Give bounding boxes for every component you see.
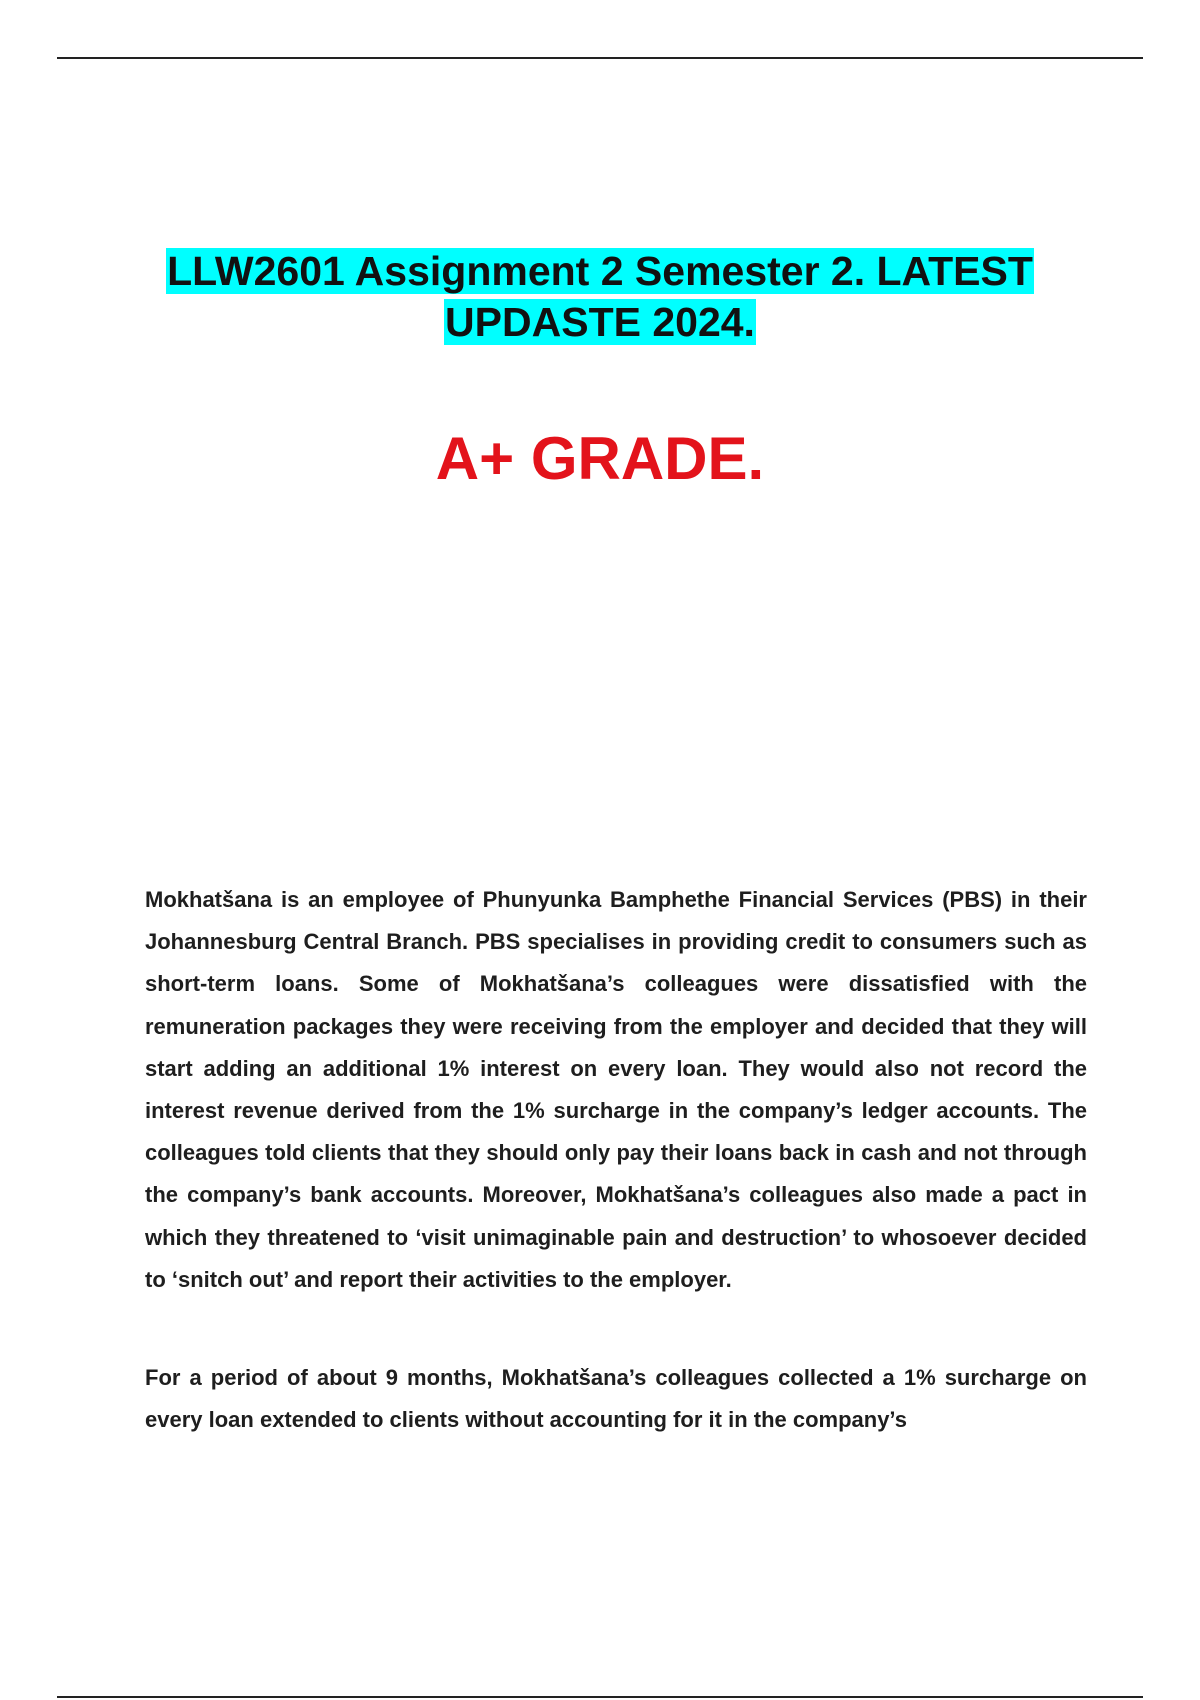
top-rule	[57, 57, 1143, 59]
bottom-rule	[57, 1696, 1143, 1698]
grade-heading: A+ GRADE.	[435, 425, 765, 492]
title-line-2: UPDASTE 2024.	[445, 299, 755, 345]
body-paragraph-1: Mokhatšana is an employee of Phunyunka Bamphethe Financial Services (PBS) in their Johannesburg Central Branch. PBS specialises in providing credit to consumers such as short-term loans. Some of Mokhatšana’s colleagues were dissatisfied with the remuneration packages they were receiving from the employer and decided that they will start adding an additional 1% interest on every loan. They would also not record the interest revenue derived from the 1% surcharge in the company’s ledger accounts. The colleagues told clients that they should only pay their loans back in cash and not through the company’s bank accounts. Moreover, Mokhatšana’s colleagues also made a pact in which they threatened to ‘visit unimaginable pain and destruction’ to whosoever decided to ‘snitch out’ and report their activities to the employer.	[145, 887, 1087, 1292]
document-title	[0, 246, 1200, 348]
body-paragraph-2: For a period of about 9 months, Mokhatšana’s colleagues collected a 1% surcharge on every loan extended to clients without accounting for it in the company’s	[145, 1365, 1087, 1433]
title-line-1: LLW2601 Assignment 2 Semester 2. LATEST	[167, 248, 1033, 294]
